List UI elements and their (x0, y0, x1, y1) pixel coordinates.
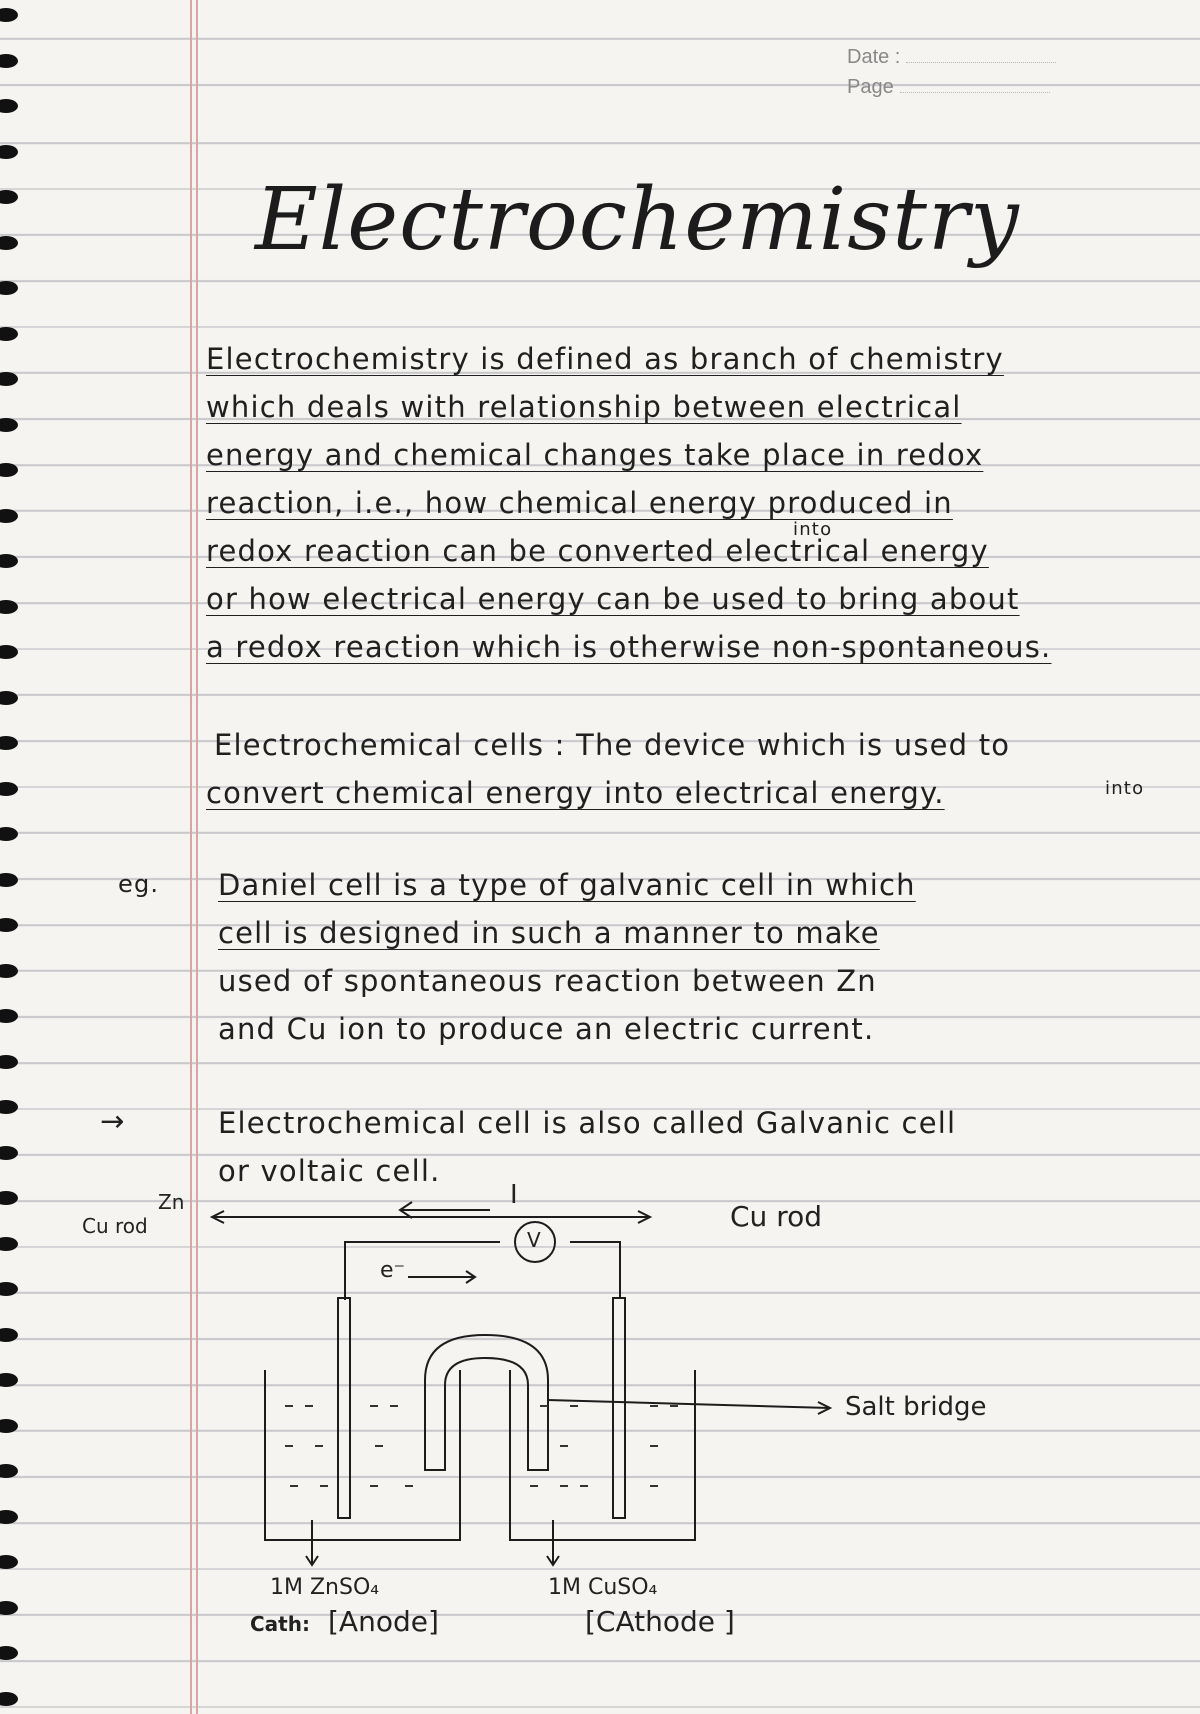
date-page-box (847, 42, 1056, 102)
spiral-ring (0, 1146, 18, 1160)
spiral-ring (0, 873, 18, 887)
zinc-rod (338, 1298, 350, 1518)
definition-line-4: reaction, i.e., how chemical energy produced in (206, 486, 953, 520)
spiral-ring (0, 418, 18, 432)
cells-insert: into (1105, 778, 1145, 799)
note-line-2: or voltaic cell. (218, 1154, 441, 1188)
spiral-ring (0, 918, 18, 932)
spiral-ring (0, 736, 18, 750)
voltmeter-label: V (527, 1228, 541, 1252)
spiral-ring (0, 1464, 18, 1478)
spiral-ring (0, 645, 18, 659)
spiral-ring (0, 281, 18, 295)
cu-rod-label: Cu rod (730, 1200, 822, 1233)
spiral-ring (0, 1282, 18, 1296)
spiral-ring (0, 1191, 18, 1205)
date-label: Date : (847, 42, 1056, 72)
salt-bridge-label: Salt bridge (845, 1392, 987, 1422)
spiral-ring (0, 1237, 18, 1251)
right-beaker (510, 1370, 695, 1540)
left-beaker (265, 1370, 460, 1540)
spiral-ring (0, 1419, 18, 1433)
definition-line-1: Electrochemistry is defined as branch of chemistry (206, 342, 1004, 376)
spiral-ring (0, 236, 18, 250)
zn-rod-label-1: Zn (158, 1190, 185, 1214)
external-wire-right (570, 1242, 620, 1298)
spiral-ring (0, 54, 18, 68)
definition-line-7: a redox reaction which is otherwise non-spontaneous. (206, 630, 1052, 664)
spiral-binding (0, 0, 50, 1714)
electron-label: e⁻ (380, 1258, 406, 1283)
definition-line-2: which deals with relationship between electrical (206, 390, 962, 424)
spiral-ring (0, 1646, 18, 1660)
spiral-ring (0, 372, 18, 386)
salt-bridge-pointer (548, 1400, 830, 1408)
example-line-1: Daniel cell is a type of galvanic cell in which (218, 868, 916, 902)
copper-rod (613, 1298, 625, 1518)
spiral-ring (0, 782, 18, 796)
spiral-ring (0, 554, 18, 568)
page-title: Electrochemistry (255, 170, 1020, 270)
note-marker: → (100, 1104, 126, 1138)
left-prefix-label: Cath: (250, 1612, 310, 1636)
example-line-3: used of spontaneous reaction between Zn (218, 964, 877, 998)
spiral-ring (0, 145, 18, 159)
spiral-ring (0, 1510, 18, 1524)
right-solution-label: 1M CuSO₄ (548, 1575, 658, 1600)
cathode-label: [CAthode ] (585, 1605, 735, 1638)
example-marker: eg. (118, 870, 160, 898)
definition-line-5: redox reaction can be converted electrical energy (206, 534, 989, 568)
spiral-ring (0, 1055, 18, 1069)
anode-label: [Anode] (328, 1605, 439, 1638)
spiral-ring (0, 1692, 18, 1706)
spiral-ring (0, 1555, 18, 1569)
spiral-ring (0, 1328, 18, 1342)
spiral-ring (0, 600, 18, 614)
daniel-cell-diagram (70, 1180, 1170, 1660)
definition-line-6: or how electrical energy can be used to bring about (206, 582, 1020, 616)
external-wire (345, 1242, 500, 1300)
spiral-ring (0, 1009, 18, 1023)
spiral-ring (0, 691, 18, 705)
spiral-ring (0, 463, 18, 477)
example-line-2: cell is designed in such a manner to make (218, 916, 880, 950)
spiral-ring (0, 1100, 18, 1114)
spiral-ring (0, 99, 18, 113)
spiral-ring (0, 8, 18, 22)
example-line-4: and Cu ion to produce an electric current. (218, 1012, 875, 1046)
spiral-ring (0, 827, 18, 841)
solution-dashes (285, 1405, 678, 1487)
page-label: Page (847, 72, 1056, 102)
spiral-ring (0, 1601, 18, 1615)
left-solution-label: 1M ZnSO₄ (270, 1575, 380, 1600)
note-line-1: Electrochemical cell is also called Galvanic cell (218, 1106, 957, 1140)
spiral-ring (0, 327, 18, 341)
spiral-ring (0, 190, 18, 204)
spiral-ring (0, 964, 18, 978)
spiral-ring (0, 1373, 18, 1387)
spiral-ring (0, 509, 18, 523)
zn-rod-label-2: Cu rod (82, 1214, 148, 1238)
cells-line-2: convert chemical energy into electrical energy. (206, 776, 945, 810)
definition-insert: into (793, 519, 833, 540)
salt-bridge (425, 1335, 548, 1470)
definition-line-3: energy and chemical changes take place in redox (206, 438, 984, 472)
cells-line-1: Electrochemical cells : The device which is used to (214, 728, 1011, 762)
current-label: I (510, 1180, 518, 1210)
